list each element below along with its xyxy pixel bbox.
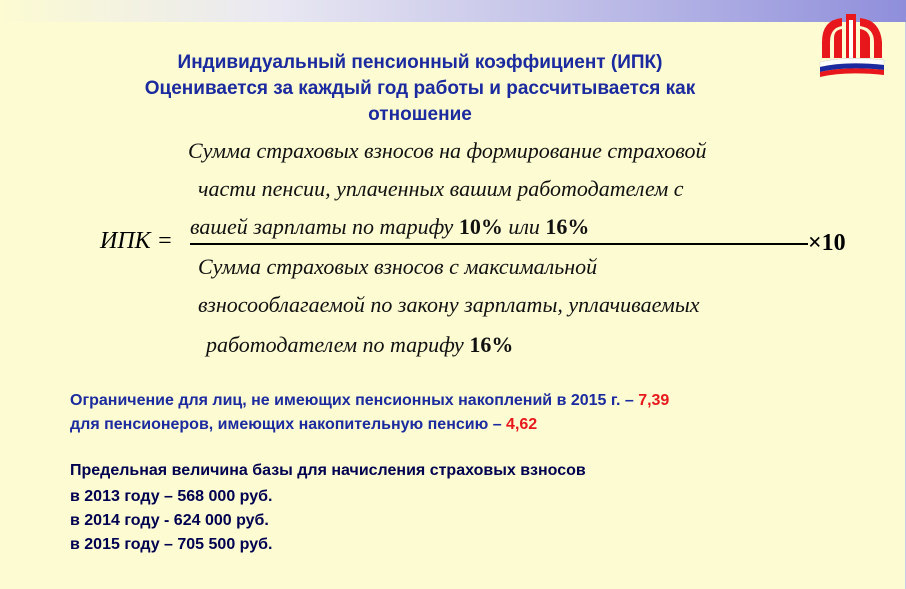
title-line-3: отношение [368, 104, 472, 125]
limit-line-2-text: для пенсионеров, имеющих накопительную пенсию – [70, 416, 507, 433]
numerator-line-2: части пенсии, уплаченных вашим работодателем с [198, 176, 684, 201]
formula-label: ИПК = [100, 228, 173, 254]
limit-line-2 [70, 416, 537, 434]
fraction-line [190, 243, 808, 245]
base-row-2014: в 2014 году - 624 000 руб. [70, 512, 269, 529]
base-heading: Предельная величина базы для начисления страховых взносов [70, 462, 586, 479]
title-line-1: Индивидуальный пенсионный коэффициент (ИПК) [177, 52, 663, 73]
top-gradient-bar [0, 0, 906, 22]
numerator-line-3-text: вашей зарплаты по тарифу [190, 214, 459, 239]
limit-line-1 [70, 392, 669, 410]
limit-value-1: 7,39 [638, 392, 670, 409]
multiplier: ×10 [808, 230, 846, 256]
numerator-line-3 [190, 214, 589, 240]
limit-value-2: 4,62 [506, 416, 538, 433]
numerator-rate-10: 10% [458, 214, 503, 239]
denominator-line-1: Сумма страховых взносов с максимальной [198, 254, 598, 279]
denominator-line-3 [206, 332, 513, 358]
numerator-or: или [502, 214, 546, 239]
base-row-2015: в 2015 году – 705 500 руб. [70, 536, 273, 553]
limit-line-1-text: Ограничение для лиц, не имеющих пенсионных накоплений в 2015 г. – [70, 392, 639, 409]
denominator-rate-16: 16% [469, 332, 514, 357]
title-line-2: Оценивается за каждый год работы и рассчитывается как [144, 78, 696, 99]
denominator-line-3-text: работодателем по тарифу [206, 332, 470, 357]
denominator-line-2: взносооблагаемой по закону зарплаты, уплачиваемых [198, 292, 700, 317]
pfr-logo-icon [816, 8, 888, 80]
numerator-line-1: Сумма страховых взносов на формирование страховой [188, 138, 707, 163]
base-row-2013: в 2013 году – 568 000 руб. [70, 488, 273, 505]
numerator-rate-16: 16% [545, 214, 590, 239]
